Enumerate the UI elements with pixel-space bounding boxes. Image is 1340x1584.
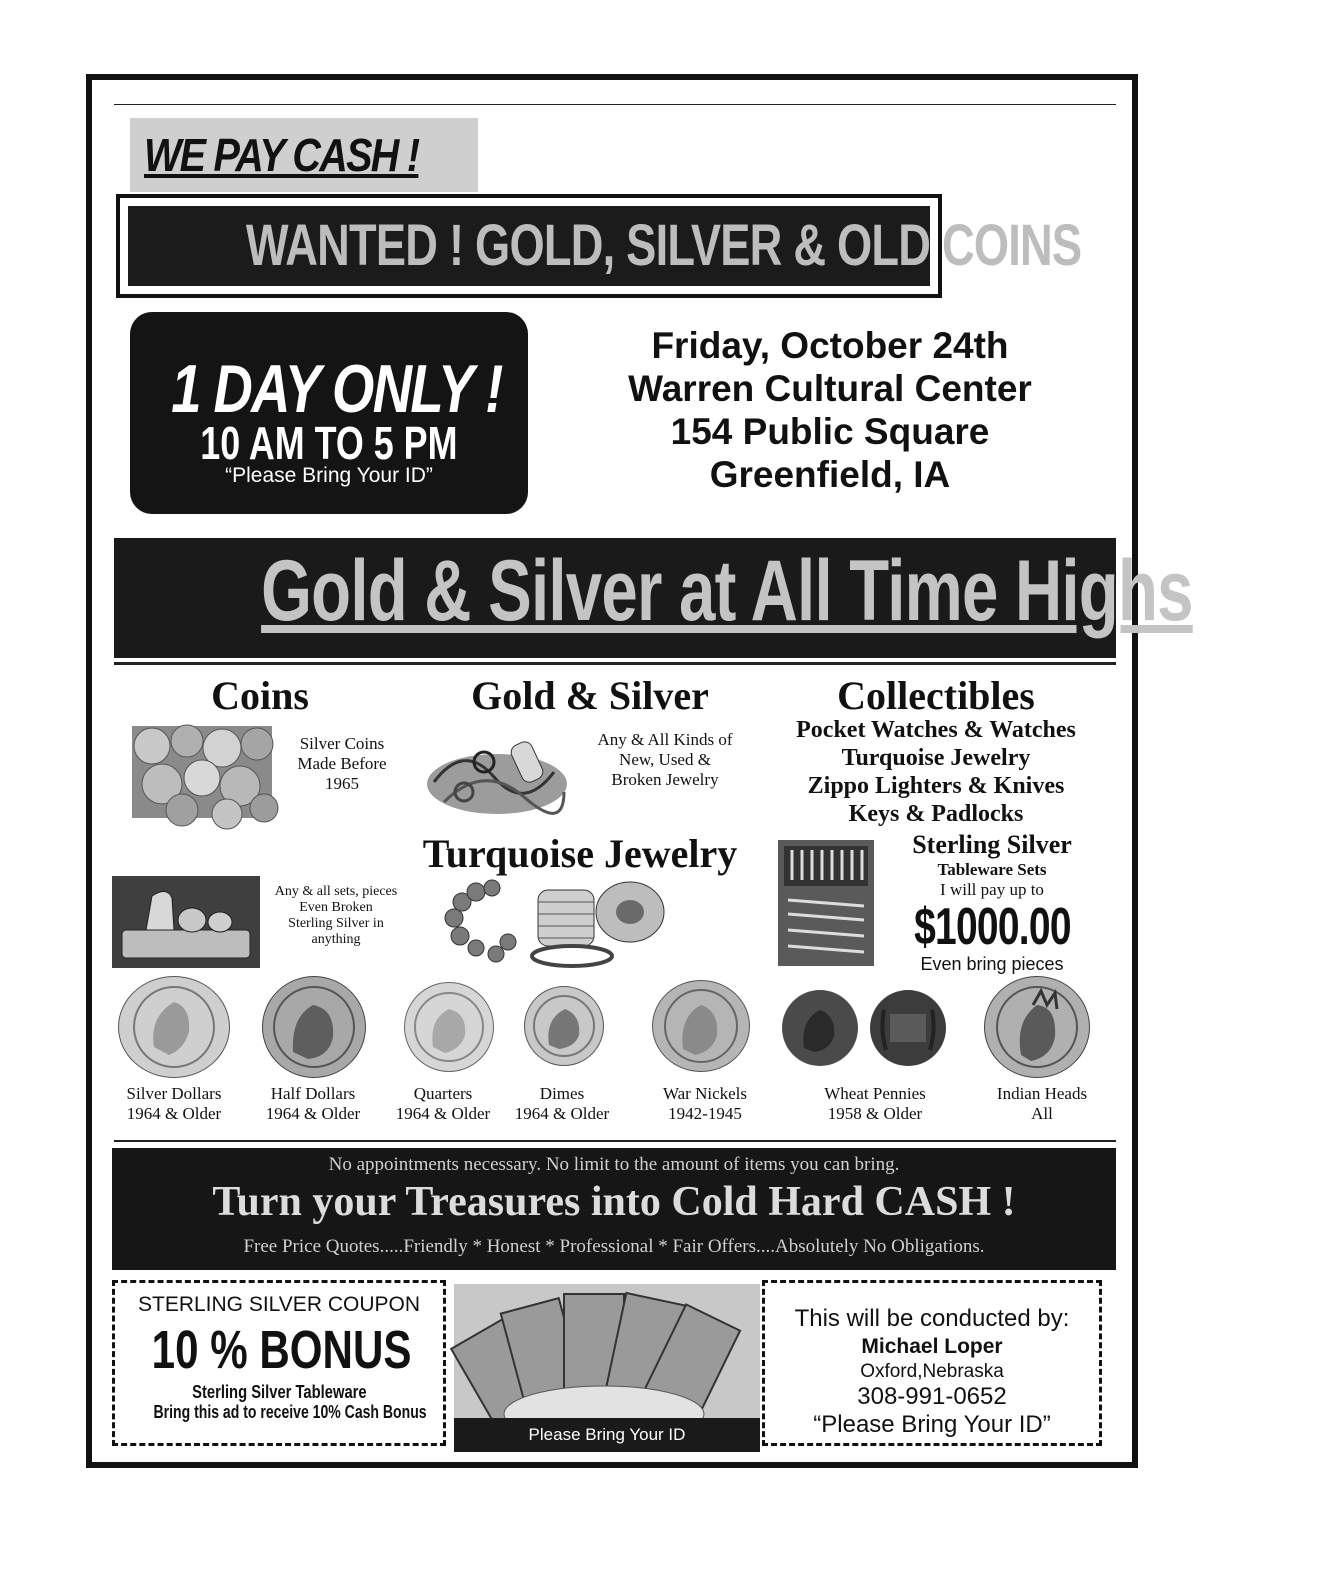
contact-phone: 308-991-0652	[857, 1383, 1007, 1410]
coupon-line2: Bring this ad to receive 10% Cash Bonus	[153, 1402, 427, 1422]
coin-years: All	[1031, 1104, 1053, 1123]
coins-rule	[114, 1140, 1116, 1142]
collectibles-list	[770, 716, 1102, 828]
sterling-pay-up: I will pay up to	[940, 880, 1044, 899]
contact-town: Oxford,Nebraska	[860, 1361, 1004, 1382]
coupon-box	[112, 1280, 446, 1446]
cash-banner	[112, 1148, 1116, 1270]
sterling-title: Sterling Silver	[912, 830, 1072, 859]
coupon-line1: Sterling Silver Tableware	[191, 1382, 367, 1402]
sets-description	[262, 884, 410, 948]
collectible-item: Pocket Watches & Watches	[796, 717, 1076, 743]
coin-label	[248, 1084, 378, 1124]
gold-desc-line: Any & All Kinds of	[597, 730, 733, 749]
coin-years: 1958 & Older	[827, 1104, 923, 1123]
sets-desc-line: Even Broken	[299, 900, 373, 915]
coin-label	[380, 1084, 506, 1124]
coin-label	[970, 1084, 1114, 1124]
one-day-text: 1 DAY ONLY !	[171, 351, 502, 427]
gold-desc-line: Broken Jewelry	[611, 770, 719, 789]
coin-name: Silver Dollars	[126, 1084, 222, 1103]
coin-label	[104, 1084, 244, 1124]
coins-pile-photo	[132, 726, 272, 818]
all-time-highs-text: Gold & Silver at All Time Highs	[261, 543, 1193, 639]
coin-label	[640, 1084, 770, 1124]
coins-desc-line: 1965	[325, 774, 359, 793]
wanted-text: WANTED ! GOLD, SILVER & OLD COINS	[245, 213, 1082, 278]
sterling-amount: $1000.00	[913, 898, 1071, 956]
sets-desc-line: Sterling Silver in	[288, 916, 384, 931]
silver-dollar-icon	[118, 976, 230, 1078]
jewelry-pile-image	[424, 722, 570, 818]
coin-name: Half Dollars	[270, 1084, 356, 1103]
indian-head-icon	[984, 976, 1090, 1078]
coin-name: Indian Heads	[996, 1084, 1088, 1103]
jewelry-photo	[424, 722, 570, 818]
event-details	[560, 324, 1100, 496]
war-nickel-icon	[652, 980, 750, 1072]
event-street: 154 Public Square	[670, 411, 990, 452]
contact-bring-id: “Please Bring Your ID”	[813, 1411, 1051, 1438]
collectible-item: Turquoise Jewelry	[841, 745, 1031, 771]
we-pay-cash-box	[130, 118, 478, 192]
collectible-item: Keys & Padlocks	[848, 801, 1024, 827]
gold-desc-line: New, Used &	[619, 750, 711, 769]
all-time-highs-banner	[114, 538, 1193, 658]
coins-heading: Coins	[211, 673, 309, 718]
sterling-offer	[880, 830, 1104, 974]
wanted-banner	[128, 206, 1082, 286]
contact-box	[762, 1280, 1102, 1446]
tea-set-image	[112, 876, 260, 968]
coupon-bonus: 10 % BONUS	[151, 1320, 412, 1380]
dime-icon	[524, 986, 604, 1066]
sterling-subtitle: Tableware Sets	[937, 860, 1047, 879]
wheat-penny-reverse-icon	[870, 990, 946, 1066]
money-photo	[454, 1284, 760, 1452]
cash-banner-headline: Turn your Treasures into Cold Hard CASH !	[212, 1179, 1016, 1225]
contact-intro: This will be conducted by:	[794, 1305, 1070, 1332]
cash-banner-note: No appointments necessary. No limit to the amount of items you can bring.	[328, 1154, 900, 1175]
quarter-icon	[404, 982, 494, 1072]
coins-desc-line: Made Before	[297, 754, 387, 773]
silverware-chest-image	[778, 840, 874, 966]
silverware-chest-photo	[778, 840, 874, 966]
coin-name: Dimes	[539, 1084, 585, 1103]
bring-id-note: “Please Bring Your ID”	[225, 464, 433, 487]
sets-desc-line: Any & all sets, pieces	[274, 884, 398, 899]
coins-desc-line: Silver Coins	[299, 734, 385, 753]
event-date: Friday, October 24th	[651, 325, 1009, 366]
tea-set-photo	[112, 876, 260, 968]
one-day-box	[130, 312, 528, 514]
coin-years: 1964 & Older	[126, 1104, 222, 1123]
coin-name: Wheat Pennies	[824, 1084, 926, 1103]
turquoise-heading: Turquoise Jewelry	[422, 831, 738, 876]
cash-banner-offers: Free Price Quotes.....Friendly * Honest * Professional * Fair Offers....Absolutely No Obligations.	[243, 1236, 985, 1257]
collectibles-heading: Collectibles	[837, 673, 1035, 718]
event-city: Greenfield, IA	[709, 454, 951, 495]
gold-silver-heading: Gold & Silver	[471, 673, 709, 718]
coins-description	[280, 734, 404, 794]
gold-silver-description	[580, 730, 750, 790]
banner-rule	[114, 662, 1116, 665]
coupon-title: STERLING SILVER COUPON	[137, 1293, 420, 1316]
wanted-banner-border	[116, 194, 1082, 298]
coin-years: 1964 & Older	[265, 1104, 361, 1123]
coin-label	[500, 1084, 624, 1124]
money-caption: Please Bring Your ID	[454, 1418, 760, 1452]
top-rule	[114, 104, 1116, 105]
coins-pile-image	[132, 726, 272, 818]
wheat-penny-icon	[782, 990, 858, 1066]
half-dollar-icon	[262, 976, 366, 1078]
event-venue: Warren Cultural Center	[628, 368, 1032, 409]
sets-desc-line: anything	[311, 932, 361, 947]
turquoise-jewelry-image	[442, 872, 674, 968]
we-pay-cash-text: WE PAY CASH !	[144, 129, 419, 181]
coin-years: 1964 & Older	[395, 1104, 491, 1123]
collectible-item: Zippo Lighters & Knives	[807, 773, 1065, 799]
turquoise-photo	[442, 872, 674, 968]
coin-years: 1964 & Older	[514, 1104, 610, 1123]
coin-name: War Nickels	[662, 1084, 748, 1103]
hours-text: 10 AM TO 5 PM	[200, 417, 458, 469]
coin-label	[800, 1084, 950, 1124]
coin-years: 1942-1945	[668, 1104, 742, 1123]
sterling-pieces: Even bring pieces	[920, 954, 1064, 974]
coin-name: Quarters	[413, 1084, 473, 1103]
contact-name: Michael Loper	[861, 1335, 1003, 1358]
